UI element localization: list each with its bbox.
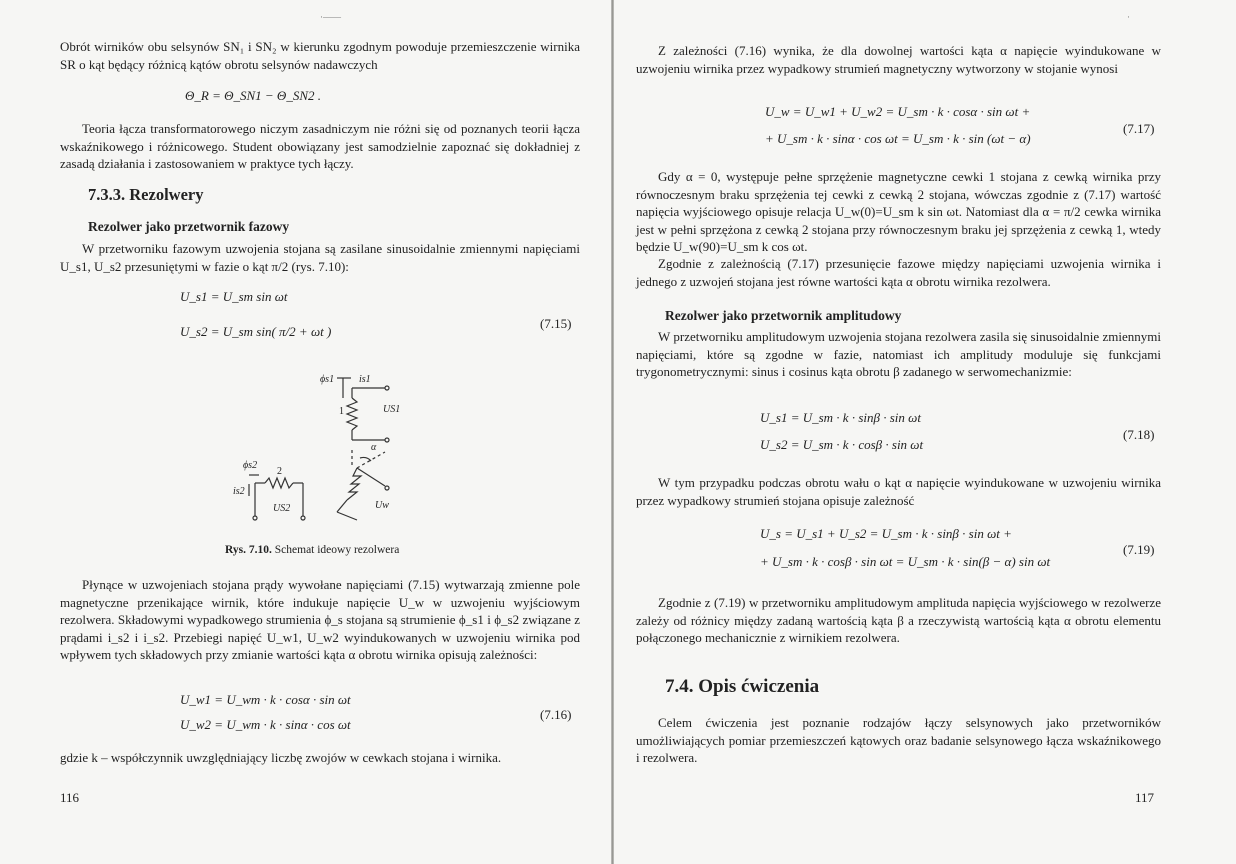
label-coil-2: 2 (277, 466, 282, 477)
section-heading: 7.3.3. Rezolwery (88, 185, 204, 204)
terminal (253, 516, 257, 520)
equation-7-15-line2: U_s2 = U_sm sin( π/2 + ωt ) (180, 324, 332, 339)
equation-7-16-line2: U_w2 = U_wm · k · sinα · cos ωt (180, 717, 351, 732)
equation-number: (7.17) (1123, 121, 1155, 136)
terminal (385, 386, 389, 390)
equation-number: (7.15) (540, 316, 572, 331)
book-gutter (611, 0, 614, 864)
formula-theta: Θ_R = Θ_SN1 − Θ_SN2 . (185, 88, 321, 103)
top-mark: · (1127, 12, 1130, 22)
label-alpha: α (371, 442, 377, 453)
terminal (301, 516, 305, 520)
paragraph: W przetworniku fazowym uzwojenia stojana są zasilane sinusoidalnie zmiennymi napięciami U_s1, U_s2 przesuniętymi w fazie o kąt π/2 (rys. 7.10): (60, 241, 580, 274)
equation-7-19-line2: + U_sm · k · cosβ · sin ωt = U_sm · k · sin(β − α) sin ωt (760, 554, 1051, 569)
terminal (385, 438, 389, 442)
paragraph: Teoria łącza transformatorowego niczym zasadniczym nie różni się od poznanych teorii łącza wskaźnikowego i różnicowego. Student obowiązany jest samodzielnie zapoznać się dokładniej z zasadą działania i zastosowaniem w praktyce tych łączy. (60, 121, 580, 171)
equation-7-19-line1: U_s = U_s1 + U_s2 = U_sm · k · sinβ · sin ωt + (760, 526, 1012, 541)
label-i-s2: is2 (233, 486, 245, 497)
equation-7-18-line1: U_s1 = U_sm · k · sinβ · sin ωt (760, 410, 921, 425)
subsection-heading: Rezolwer jako przetwornik amplitudowy (665, 308, 902, 323)
rotor-lead (337, 512, 357, 520)
coil1-winding (347, 398, 357, 430)
rotor-lead (337, 500, 347, 512)
rotor-lead (357, 468, 385, 486)
label-phi-s1: ϕs1 (320, 374, 335, 385)
paragraph: W przetworniku amplitudowym uzwojenia stojana rezolwera zasila się sinusoidalnie zmiennymi napięciami, które są zgodne w fazie, natomiast ich amplitudy moduluje się funkcjami trygonometrycznymi: sinus i cosinus kąta obrotu β zadanego w serwomechanizmie: (636, 329, 1161, 379)
figure-caption (225, 544, 399, 556)
rotor-winding (347, 468, 361, 500)
equation-7-15-line1: U_s1 = U_sm sin ωt (180, 289, 288, 304)
page-number: 117 (1135, 790, 1155, 805)
equation-number: (7.16) (540, 707, 572, 722)
paragraph: Płynące w uzwojeniach stojana prądy wywołane napięciami (7.15) wytwarzają zmienne pole magnetyczne przenikające wirnik, które indukuje napięcie U_w w uzwojeniu wyjściowym rezolwera. Składowymi wypadkowego strumienia ϕ_s stojana są strumienie ϕ_s1 i ϕ_s2 związane z prądami i_s2 i i_s2. Przebiegi napięć U_w1, U_w2 wyindukowanych w uzwojeniu wirnika pod wpływem tych składowych przy zmianie wartości kąta α obrotu wirnika opisują zależności: (60, 577, 580, 662)
paragraph: Obrót wirników obu selsynów SN₁ i SN₂ w kierunku zgodnym powoduje przemieszczenie wirnika SR o kąt będący różnicą kątów obrotu selsynów nadawczych (60, 39, 580, 72)
paragraph: Zgodnie z (7.19) w przetworniku amplitudowym amplituda napięcia wyjściowego w rezolwerze zależy od różnicy między zadaną wartością kąta β a rzeczywistą wartością kąta α obrotu elementu połączonego mechanicznie z wirnikiem rezolwera. (636, 595, 1161, 645)
page-116 (0, 0, 610, 864)
caption-text: Schemat ideowy rezolwera (274, 544, 400, 556)
resolver-schematic-figure (225, 368, 425, 528)
equation-number: (7.19) (1123, 542, 1155, 557)
label-U-w: Uw (375, 500, 389, 511)
terminal (385, 486, 389, 490)
equation-7-17-line2: + U_sm · k · sinα · cos ωt = U_sm · k · sin (ωt − α) (765, 131, 1031, 146)
label-phi-s2: ϕs2 (243, 460, 258, 471)
paragraph: gdzie k – współczynnik uwzględniający liczbę zwojów w cewkach stojana i wirnika. (60, 750, 502, 765)
equation-7-16-line1: U_w1 = U_wm · k · cosα · sin ωt (180, 692, 351, 707)
paragraph: Zgodnie z zależnością (7.17) przesunięcie fazowe między napięciami uzwojenia wirnika i jednego z uzwojeń stojana jest równe wartości kąta α obrotu wirnika rezolwera. (636, 256, 1161, 289)
rotor-axis (357, 452, 385, 468)
paragraph: Celem ćwiczenia jest poznanie rodzajów łączy selsynowych jako przetworników umożliwiających pomiar przemieszczeń kątowych oraz badanie selsynowego łącza wskaźnikowego i rezolwera. (636, 715, 1161, 765)
paragraph: Z zależności (7.16) wynika, że dla dowolnej wartości kąta α napięcie wyindukowane w uzwojeniu wirnika przez wypadkowy strumień magnetyczny wytworzony w stojanie wynosi (636, 43, 1161, 76)
equation-number: (7.18) (1123, 427, 1155, 442)
label-coil-1: 1 (339, 406, 344, 417)
top-mark: ·—— (320, 12, 341, 22)
equation-7-18-line2: U_s2 = U_sm · k · cosβ · sin ωt (760, 437, 924, 452)
caption-label: Rys. 7.10. (225, 544, 272, 556)
subsection-heading: Rezolwer jako przetwornik fazowy (88, 219, 290, 234)
paragraph: Gdy α = 0, występuje pełne sprzężenie magnetyczne cewki 1 stojana z cewką wirnika przy równoczesnym braku sprzężenia tej cewki z cewką 2 stojana, wówczas zgodnie z (7.17) wartość napięcia wyjściowego opisuje relacja U_w(0)=U_sm k sin ωt. Natomiast dla α = π/2 cewka wirnika jest w pełni sprzężona z cewką 2 stojana przy równoczesnym braku jej sprzężenia z cewką 1, wtedy będzie U_w(90)=U_sm k cos ωt. (636, 169, 1161, 254)
page-117 (615, 0, 1236, 864)
coil2-winding (265, 478, 293, 488)
label-U-s2: US2 (273, 503, 291, 514)
paragraph: W tym przypadku podczas obrotu wału o kąt α napięcie wyindukowane w uzwojeniu wirnika przez wypadkowy strumień stojana opisuje zależność (636, 475, 1161, 508)
equation-7-17-line1: U_w = U_w1 + U_w2 = U_sm · k · cosα · sin ωt + (765, 104, 1031, 119)
label-i-s1: is1 (359, 374, 371, 385)
section-heading: 7.4. Opis ćwiczenia (665, 676, 820, 697)
page-number: 116 (60, 790, 80, 805)
label-U-s1: US1 (383, 404, 401, 415)
